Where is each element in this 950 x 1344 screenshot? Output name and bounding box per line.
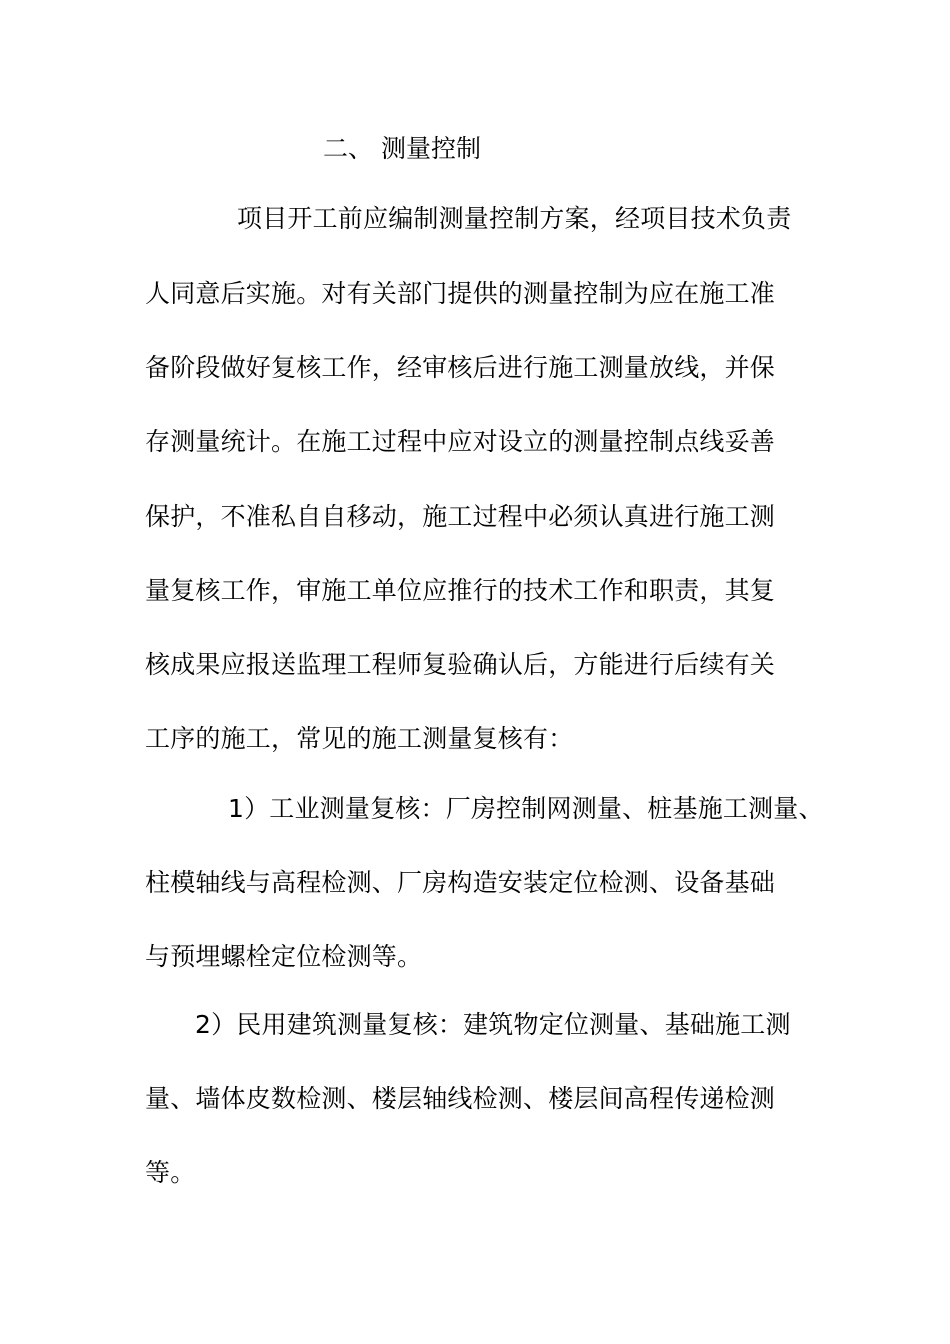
paragraph-line: 人同意后实施。对有关部门提供的测量控制为应在施工准 bbox=[145, 279, 776, 308]
list-item-line: 与预埋螺栓定位检测等。 bbox=[145, 942, 423, 971]
paragraph-line: 保护，不准私自自移动，施工过程中必须认真进行施工测 bbox=[145, 502, 776, 531]
list-item-line: 柱模轴线与高程检测、厂房构造安装定位检测、设备基础 bbox=[145, 868, 776, 897]
paragraph-line: 工序的施工，常见的施工测量复核有： bbox=[145, 724, 574, 753]
list-item-line: 等。 bbox=[145, 1158, 196, 1187]
list-item-line: 量、墙体皮数检测、楼层轴线检测、楼层间高程传递检测 bbox=[145, 1084, 776, 1113]
paragraph-line: 项目开工前应编制测量控制方案，经项目技术负责 bbox=[237, 204, 792, 233]
list-item-line: 1）工业测量复核：厂房控制网测量、桩基施工测量、 bbox=[228, 794, 824, 823]
paragraph-line: 备阶段做好复核工作，经审核后进行施工测量放线，并保 bbox=[145, 353, 776, 382]
paragraph-line: 量复核工作，审施工单位应推行的技术工作和职责，其复 bbox=[145, 576, 776, 605]
section-heading: 二、 测量控制 bbox=[323, 134, 481, 163]
paragraph-line: 核成果应报送监理工程师复验确认后，方能进行后续有关 bbox=[145, 650, 776, 679]
list-item-line: 2）民用建筑测量复核：建筑物定位测量、基础施工测 bbox=[195, 1010, 791, 1039]
paragraph-line: 存测量统计。在施工过程中应对设立的测量控制点线妥善 bbox=[145, 427, 776, 456]
